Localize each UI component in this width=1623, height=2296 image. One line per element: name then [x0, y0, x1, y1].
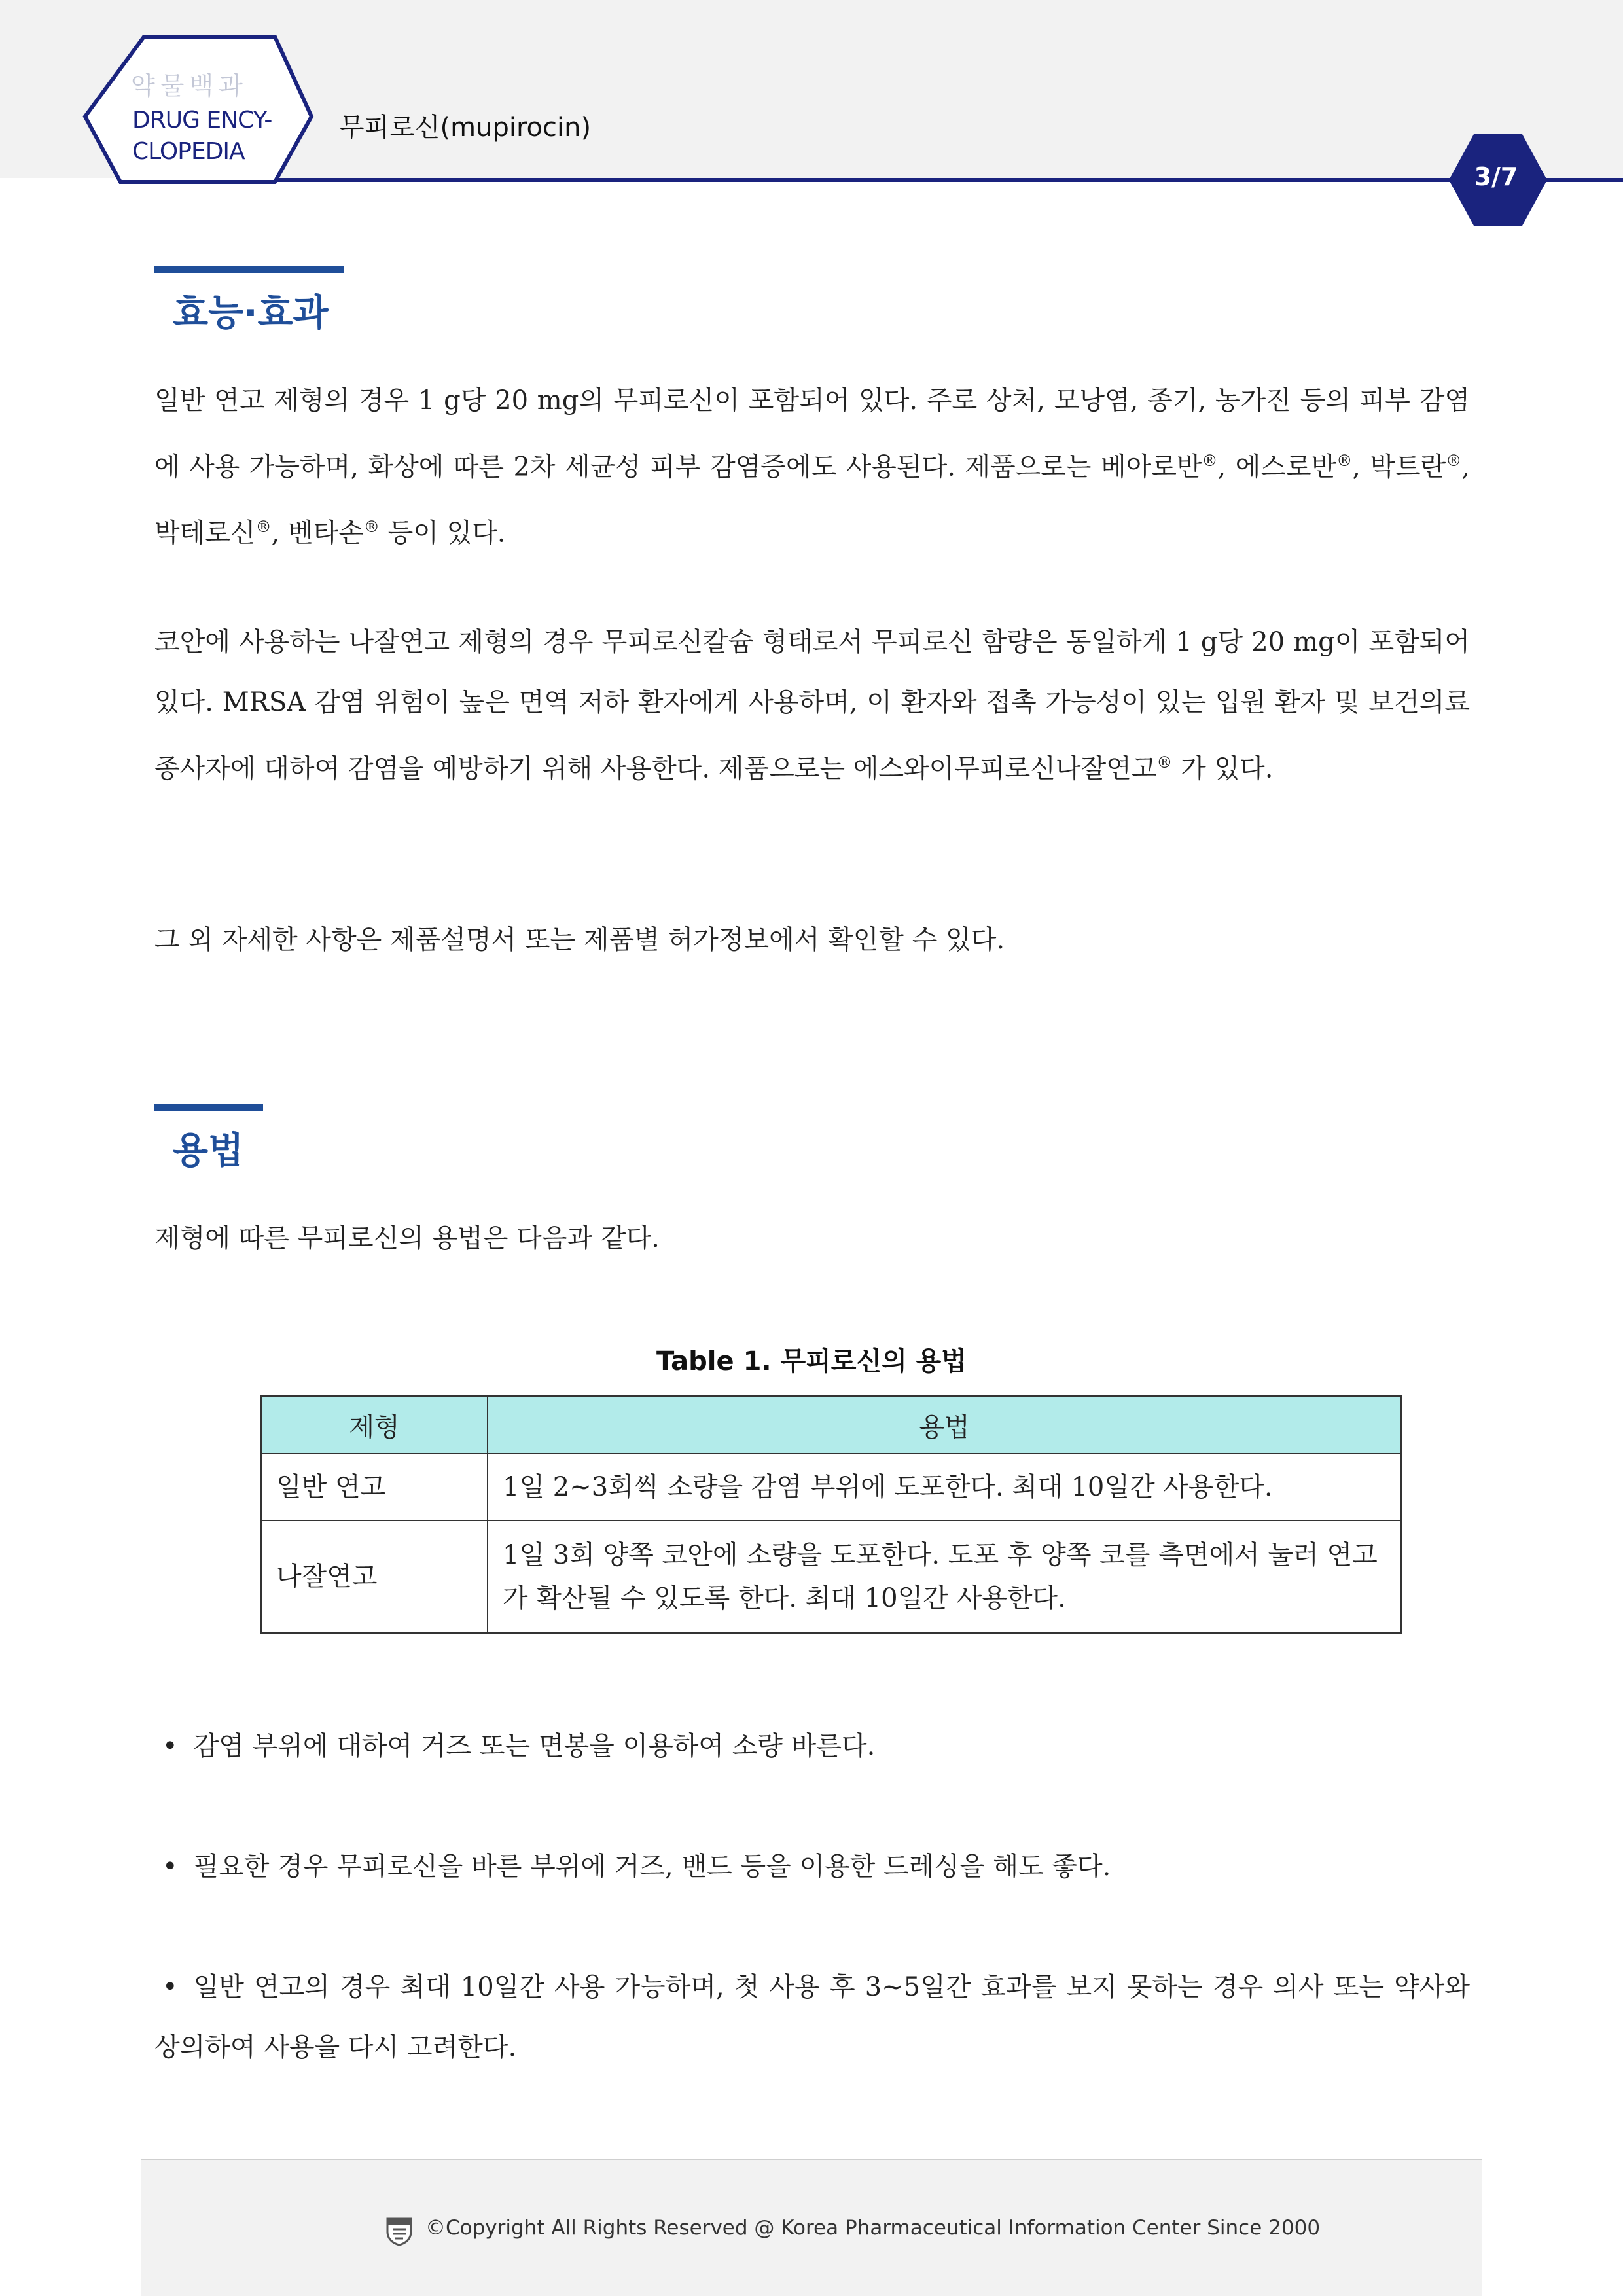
table-header-row	[261, 1396, 1401, 1454]
text-span: , 벤타손	[271, 518, 364, 548]
table-cell: 1일 2~3회씩 소량을 감염 부위에 도포한다. 최대 10일간 사용한다.	[488, 1454, 1401, 1520]
table-cell: 일반 연고	[261, 1454, 488, 1520]
section-heading-usage: 용법	[173, 1130, 244, 1172]
paragraph-usage-intro: 제형에 따른 무피로신의 용법은 다음과 같다.	[154, 1223, 660, 1253]
copyright-notice: ©Copyright All Rights Reserved @ Korea Pharmaceutical Information Center Since 2000	[425, 2216, 1321, 2240]
document-title: 무피로신(mupirocin)	[339, 113, 592, 143]
kpic-shield-icon	[385, 2216, 414, 2246]
brand-english-line1: DRUG ENCY-	[132, 107, 272, 134]
bullet-item	[154, 1716, 1470, 1776]
section-bar-usage	[154, 1104, 263, 1111]
section-heading-efficacy: 효능·효과	[173, 292, 329, 334]
section-bar-efficacy	[154, 266, 344, 273]
usage-table	[260, 1395, 1402, 1634]
text-span: 가 있다.	[1181, 753, 1274, 784]
text-span: 일반 연고 제형의 경우 1 g당 20 mg의 무피로신이 포함되어 있다. 주로 상처, 모낭염, 종기, 농가진 등의 피부 감염에 사용 가능하며, 화상에 따른 2차 세균성 피부 감염증에도 사용된다. 제품으로는 베아로반	[154, 386, 1470, 482]
bullet-text: 일반 연고의 경우 최대 10일간 사용 가능하며, 첫 사용 후 3~5일간 효과를 보지 못하는 경우 의사 또는 약사와 상의하여 사용을 다시 고려한다.	[154, 1972, 1470, 2062]
text-span: 등이 있다.	[379, 518, 506, 548]
brand-english-line2: CLOPEDIA	[132, 138, 245, 165]
bullet-item	[154, 1837, 1470, 1897]
brand-korean: 약물백과	[131, 71, 248, 100]
paragraph-efficacy-2	[154, 612, 1470, 798]
registered-mark: ®	[1202, 452, 1218, 470]
paragraph-efficacy-1	[154, 370, 1470, 564]
registered-mark: ®	[363, 518, 380, 537]
brand-english	[132, 105, 272, 168]
registered-mark: ®	[1156, 753, 1173, 772]
registered-mark: ®	[1336, 452, 1353, 470]
table-header-cell: 용법	[488, 1396, 1401, 1454]
bullet-text: 필요한 경우 무피로신을 바른 부위에 거즈, 밴드 등을 이용한 드레싱을 해도 좋다.	[193, 1852, 1111, 1882]
table-caption: Table 1. 무피로신의 용법	[656, 1346, 967, 1376]
table-row	[261, 1454, 1401, 1520]
registered-mark: ®	[1446, 452, 1462, 470]
bullet-glyph: •	[162, 1731, 178, 1761]
table-row	[261, 1520, 1401, 1633]
registered-mark: ®	[255, 518, 272, 537]
bullet-item	[154, 1957, 1470, 2077]
text-span: , 에스로반	[1217, 452, 1337, 482]
text-span: , 박테로신	[154, 452, 1470, 548]
page-indicator: 3/7	[1474, 162, 1518, 191]
table-header-cell: 제형	[261, 1396, 488, 1454]
bullet-glyph: •	[162, 1852, 178, 1882]
text-span: , 박트란	[1352, 452, 1446, 482]
text-span: 코안에 사용하는 나잘연고 제형의 경우 무피로신칼슘 형태로서 무피로신 함량은 동일하게 1 g당 20 mg이 포함되어 있다. MRSA 감염 위험이 높은 면역 저하 환자에게 사용하며, 이 환자와 접촉 가능성이 있는 입원 환자 및 보건의료 종사자에 대하여 감염을 예방하기 위해 사용한다. 제품으로는 에스와이무피로신나잘연고	[154, 627, 1470, 784]
table-cell: 나잘연고	[261, 1520, 488, 1633]
bullet-glyph: •	[162, 1972, 178, 2002]
paragraph-efficacy-3: 그 외 자세한 사항은 제품설명서 또는 제품별 허가정보에서 확인할 수 있다.	[154, 925, 1005, 955]
bullet-text: 감염 부위에 대하여 거즈 또는 면봉을 이용하여 소량 바른다.	[193, 1731, 876, 1761]
table-cell: 1일 3회 양쪽 코안에 소량을 도포한다. 도포 후 양쪽 코를 측면에서 눌러 연고가 확산될 수 있도록 한다. 최대 10일간 사용한다.	[488, 1520, 1401, 1633]
